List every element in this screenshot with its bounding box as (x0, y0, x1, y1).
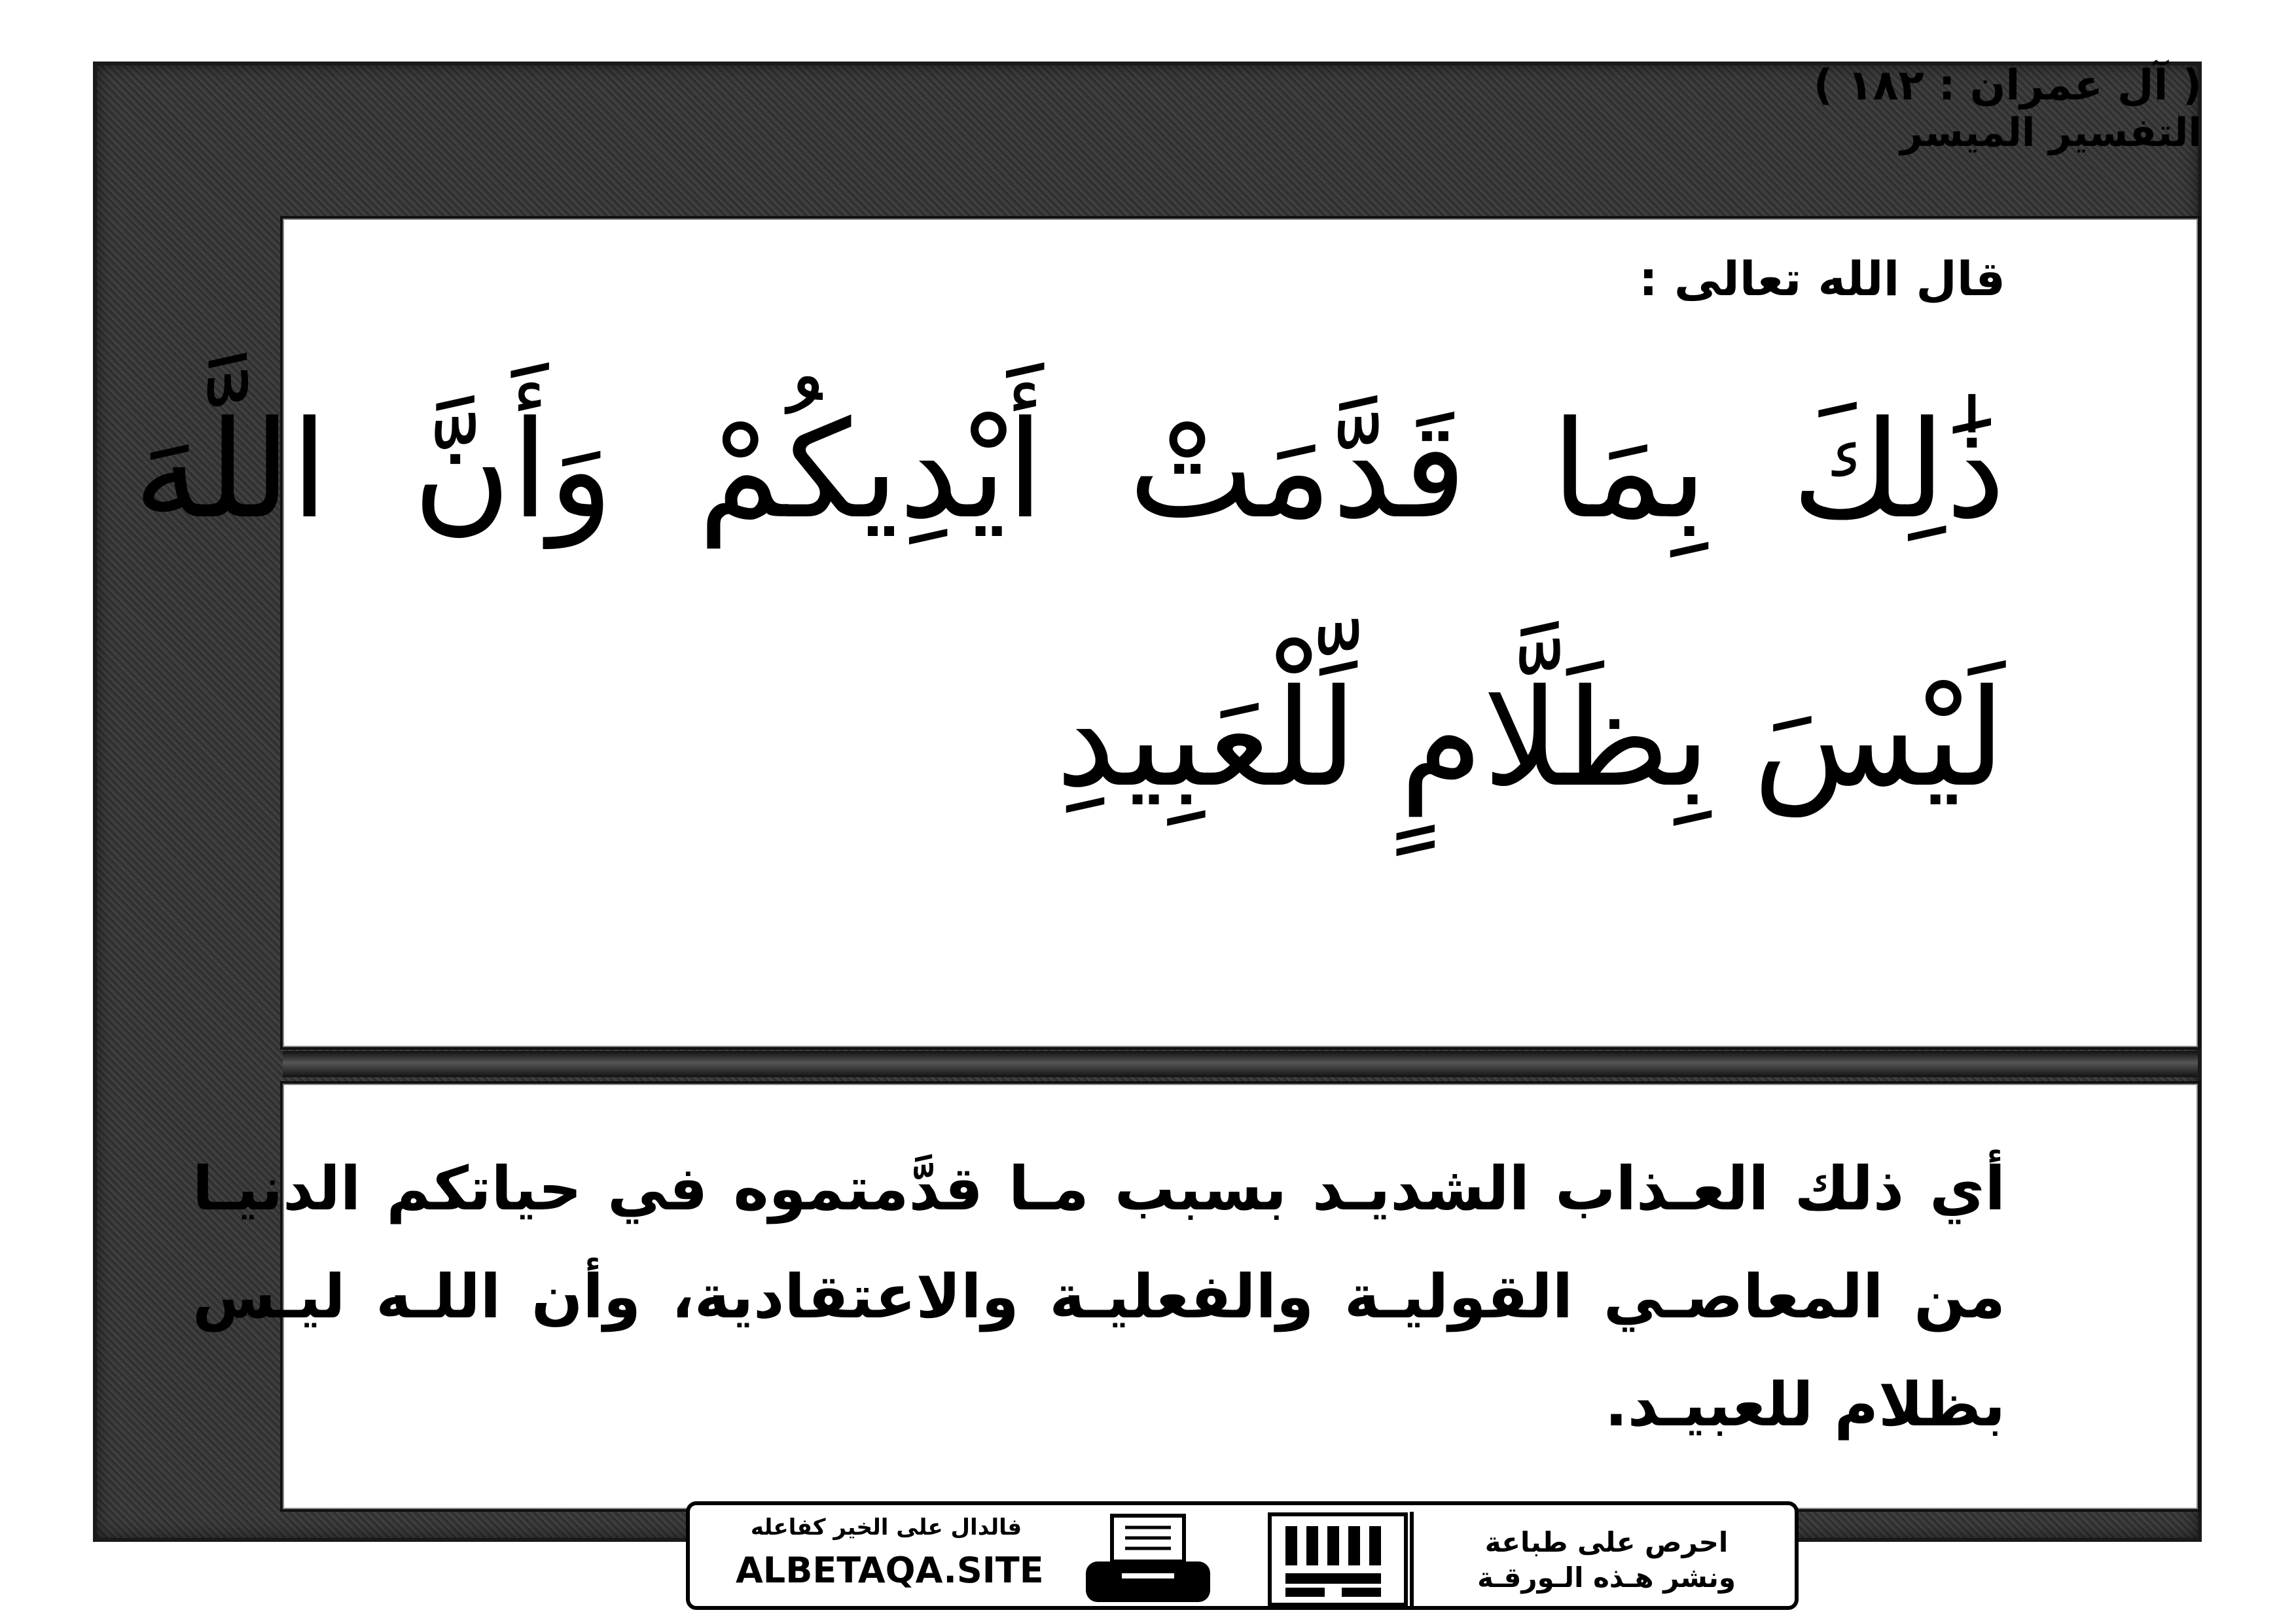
tafsir-text: أي ذلك العـذاب الشديـد بسبب مـا قدَّمتموه في حياتكم الدنيـا من المعاصـي القوليـة والفعليـة والاعتقادية، وأن اللـه ليـس بظلام للعبيـد. (192, 1154, 2005, 1440)
quran-verse: ذَٰلِكَ بِمَا قَدَّمَتْ أَيْدِيكُمْ وَأَنَّ اللَّهَ لَيْسَ بِظَلَّامٍ لِّلْعَبِيدِ (134, 393, 2005, 817)
footer-call-line1: احرص على طباعة (1484, 1526, 1729, 1558)
footer-banner (686, 1501, 1799, 1610)
verse-intro: قال الله تعالى : (1638, 251, 2005, 306)
albetaqa-logo-icon (1266, 1510, 1410, 1609)
site-link[interactable]: ALBETAQA.SITE (736, 1550, 1044, 1591)
footer-right (1477, 1525, 1736, 1596)
stone-frame (93, 62, 2202, 1594)
panel-divider (283, 1051, 2198, 1077)
printer-icon (1083, 1513, 1213, 1605)
footer-call-line2: ونشر هـذه الـورقـة (1477, 1561, 1736, 1594)
verse-reference: ( آل عمران : ١٨٢ ) (1813, 62, 2202, 110)
footer-separator (1410, 1512, 1414, 1607)
footer-motto: فالدال على الخير كفاعله (750, 1514, 1022, 1541)
footer-left (736, 1514, 1044, 1591)
tafsir-source: التفسير الميسر (1900, 110, 2202, 156)
